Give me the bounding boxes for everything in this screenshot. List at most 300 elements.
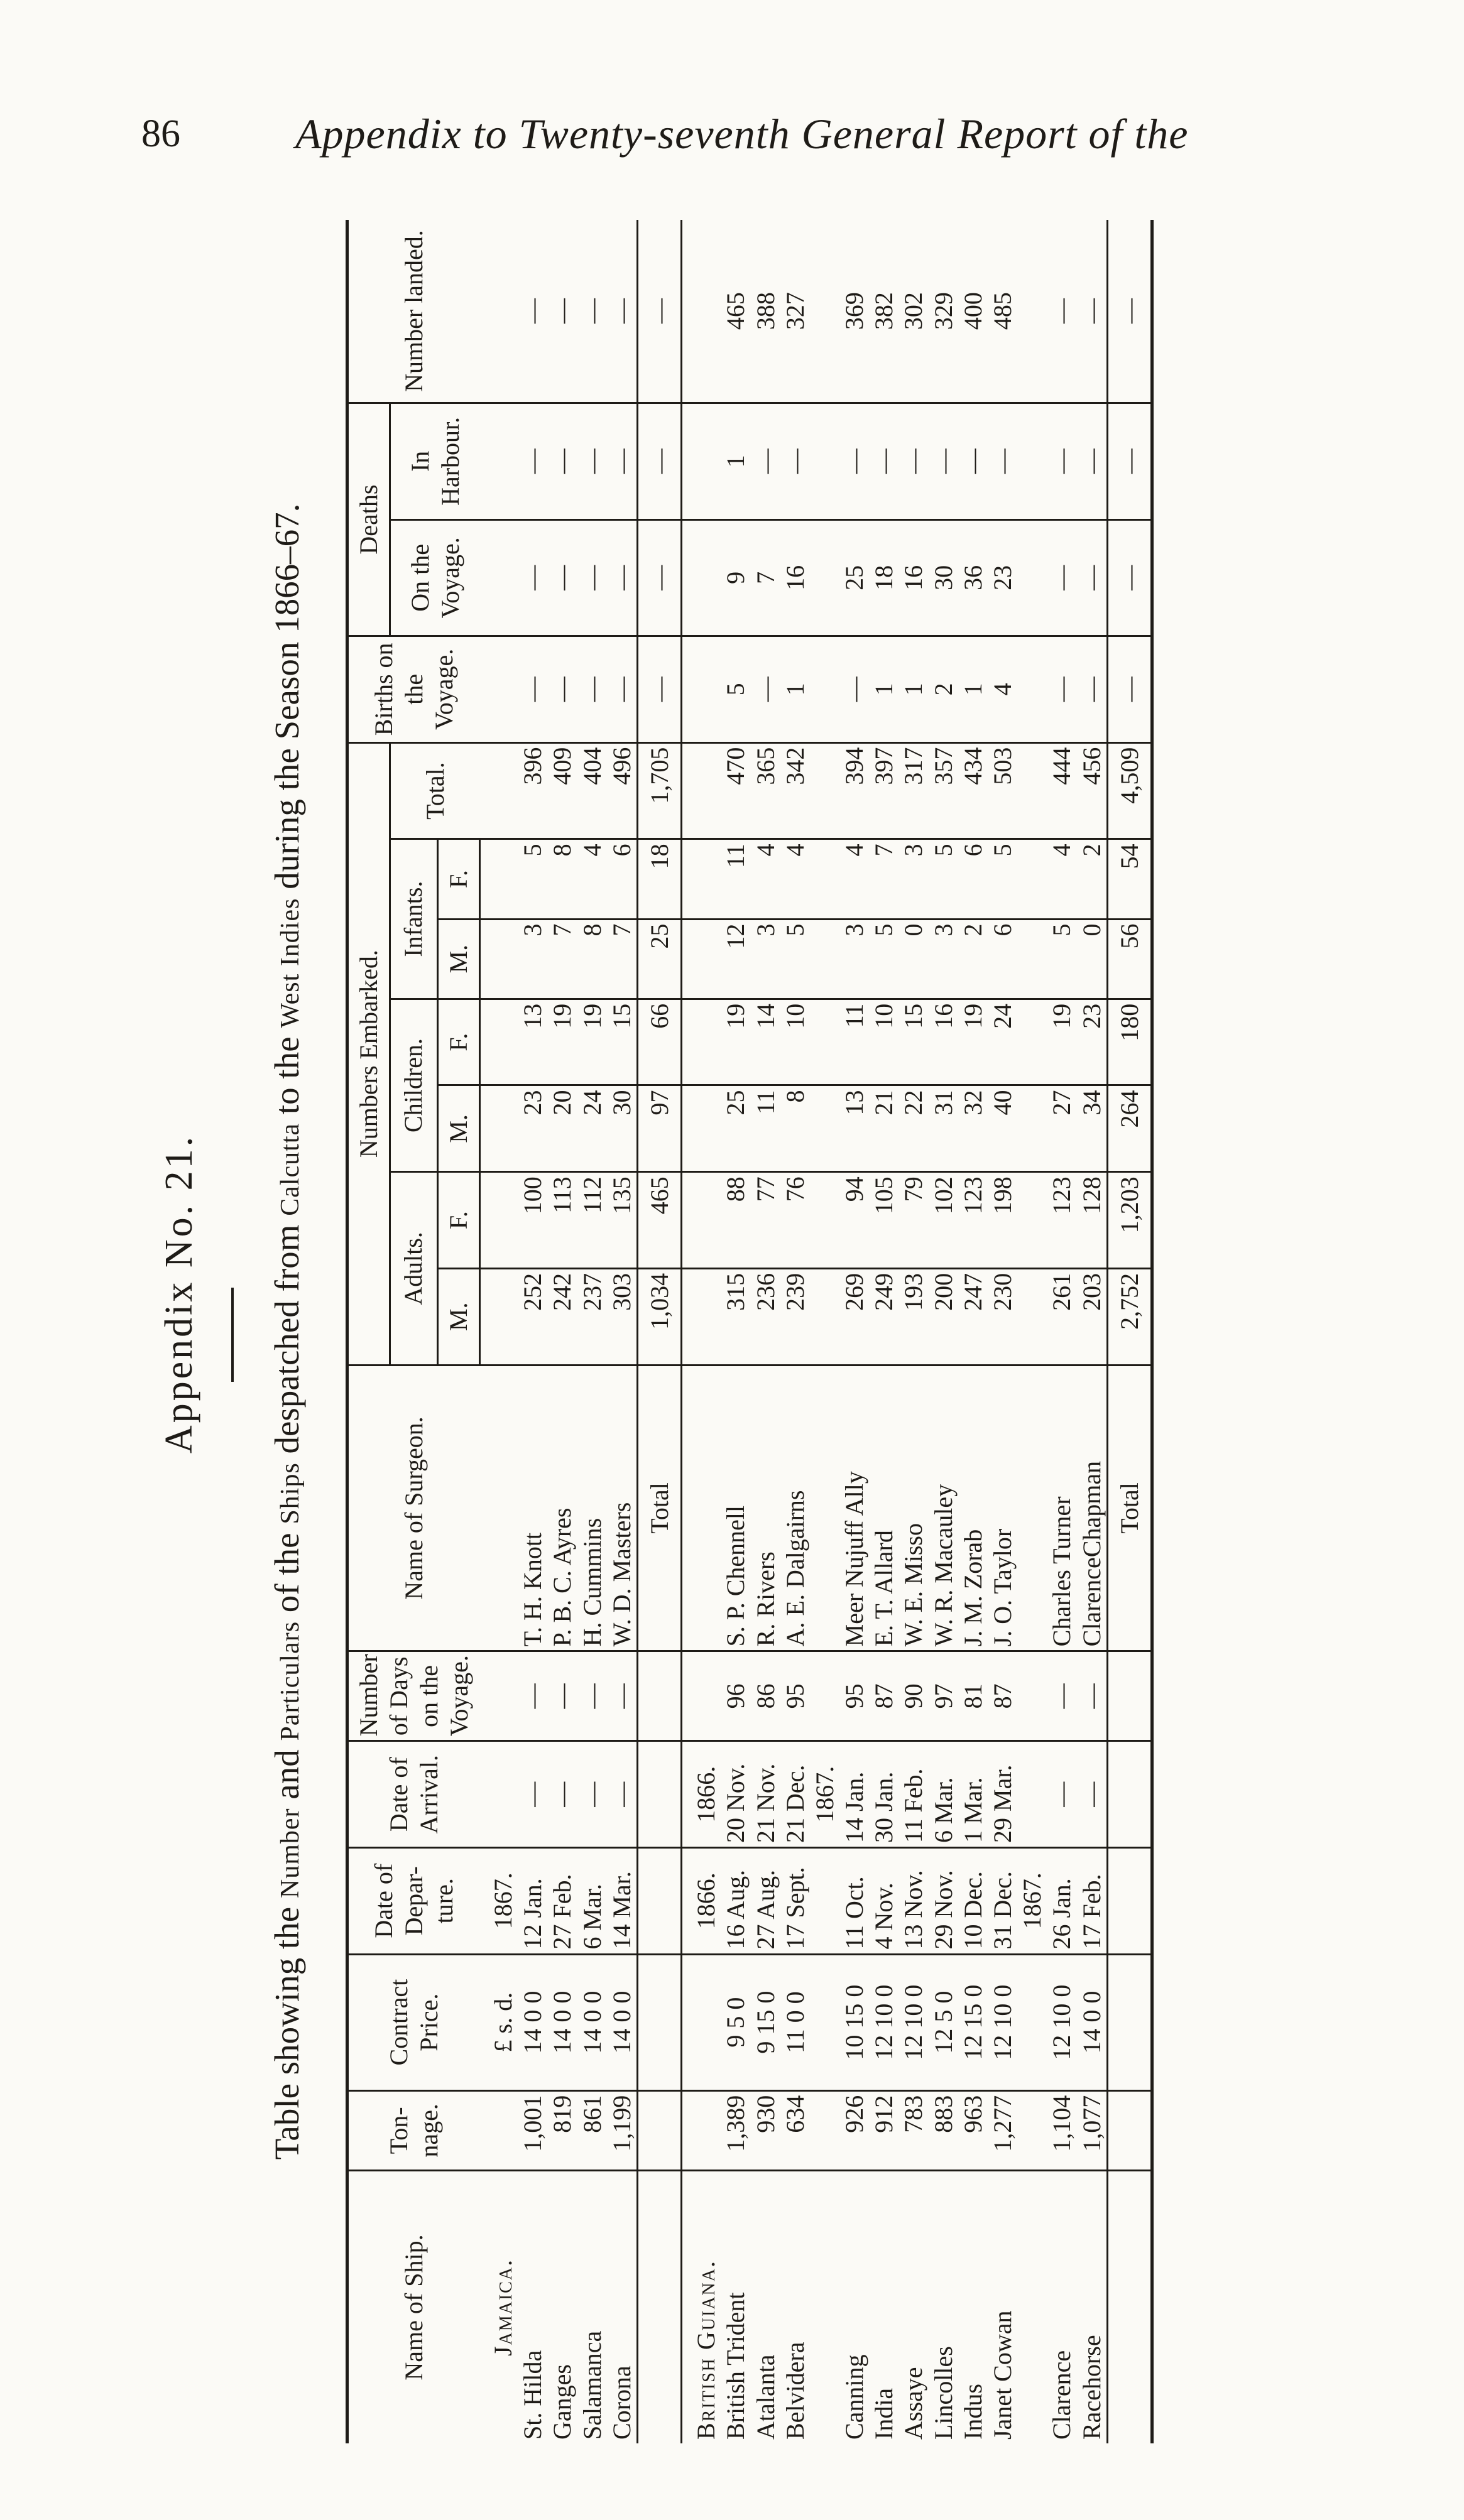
departure-year: 1867.: [1017, 1847, 1047, 1954]
departure-date: 13 Nov.: [899, 1847, 928, 1954]
total-children-f: 66: [637, 999, 681, 1085]
number-landed: 388: [751, 220, 780, 403]
infants-f: 4: [839, 839, 869, 919]
header-in-harbour: In Harbour.: [390, 403, 480, 519]
header-name-of-ship: Name of Ship.: [400, 2234, 428, 2381]
ship-name: Clarence: [1047, 2350, 1076, 2440]
births: —: [577, 636, 607, 743]
children-f: 11: [839, 999, 869, 1085]
number-landed: 465: [721, 220, 750, 403]
deaths-harbour: —: [1077, 403, 1108, 519]
deaths-harbour: —: [869, 403, 899, 519]
total-embarked: 404: [577, 742, 607, 839]
children-f: 13: [518, 999, 547, 1085]
total-embarked: 496: [607, 742, 638, 839]
number-landed: 400: [958, 220, 988, 403]
children-f: 10: [780, 999, 810, 1085]
total-row: [1107, 220, 1152, 2443]
rotated-table-section: [157, 214, 1414, 2450]
tonnage: 912: [869, 2090, 899, 2170]
table-row: [607, 220, 638, 2443]
total-embarked: 1,705: [637, 742, 681, 839]
arrival-date: —: [1047, 1741, 1076, 1848]
days-on-voyage: 97: [929, 1651, 958, 1741]
ship-name: Canning: [840, 2354, 869, 2440]
contract-price: 11 0 0: [780, 1954, 810, 2090]
surgeon-name: H. Cummins: [577, 1365, 607, 1651]
adults-m: 239: [780, 1268, 810, 1365]
header-infants-f: F.: [437, 839, 479, 919]
table-row: [751, 220, 780, 2443]
surgeon-name: Meer Nujuff Ally: [839, 1365, 869, 1651]
deaths-voyage: 36: [958, 519, 988, 636]
deaths-voyage: —: [577, 519, 607, 636]
departure-year: 1866.: [682, 1847, 721, 1954]
deaths-voyage: 16: [899, 519, 928, 636]
ship-name: India: [870, 2387, 899, 2440]
infants-f: 11: [721, 839, 750, 919]
ships-table: [346, 220, 1154, 2443]
adults-m: 230: [988, 1268, 1017, 1365]
total-embarked: 456: [1077, 742, 1108, 839]
header-infants: Infants.: [390, 839, 438, 999]
children-f: 16: [929, 999, 958, 1085]
table-title: [267, 214, 307, 2450]
table-row: [988, 220, 1017, 2443]
header-contract-price: Contract Price.: [347, 1954, 480, 2090]
adults-m: 203: [1077, 1268, 1108, 1365]
surgeon-name: A. E. Dalgairns: [780, 1365, 810, 1651]
infants-m: 3: [839, 919, 869, 999]
arrival-year: 1866.: [682, 1741, 721, 1848]
adults-f: 94: [839, 1172, 869, 1269]
surgeon-name: ClarenceChapman: [1077, 1365, 1108, 1651]
infants-m: 7: [547, 919, 577, 999]
colony-name: British Guiana.: [692, 2260, 721, 2440]
number-landed: —: [1077, 220, 1108, 403]
children-m: 30: [607, 1085, 638, 1172]
departure-date: 31 Dec.: [988, 1847, 1017, 1954]
adults-f: 76: [780, 1172, 810, 1269]
arrival-date: —: [607, 1741, 638, 1848]
children-f: 15: [607, 999, 638, 1085]
infants-f: 8: [547, 839, 577, 919]
number-landed: 302: [899, 220, 928, 403]
total-deaths-voyage: —: [637, 519, 681, 636]
children-f: 10: [869, 999, 899, 1085]
tonnage: 930: [751, 2090, 780, 2170]
infants-f: 6: [958, 839, 988, 919]
days-on-voyage: 81: [958, 1651, 988, 1741]
surgeon-name: W. R. Macauley: [929, 1365, 958, 1651]
tonnage: 1,104: [1047, 2090, 1076, 2170]
infants-m: 5: [780, 919, 810, 999]
title-particulars: Particulars: [276, 1621, 305, 1741]
total-embarked: 397: [869, 742, 899, 839]
total-infants-m: 56: [1107, 919, 1152, 999]
total-children-m: 264: [1107, 1085, 1152, 1172]
ship-name: Lincolles: [929, 2346, 958, 2440]
deaths-harbour: —: [1047, 403, 1076, 519]
number-landed: —: [518, 220, 547, 403]
infants-m: 0: [899, 919, 928, 999]
contract-price: 12 10 0: [899, 1954, 928, 2090]
adults-m: 261: [1047, 1268, 1076, 1365]
surgeon-name: S. P. Chennell: [721, 1365, 750, 1651]
total-infants-f: 54: [1107, 839, 1152, 919]
arrival-year: 1867.: [810, 1741, 839, 1848]
surgeon-name: J. O. Taylor: [988, 1365, 1017, 1651]
births: 2: [929, 636, 958, 743]
arrival-date: 14 Jan.: [839, 1741, 869, 1848]
total-births: —: [1107, 636, 1152, 743]
children-m: 25: [721, 1085, 750, 1172]
adults-f: 135: [607, 1172, 638, 1269]
births: —: [547, 636, 577, 743]
days-on-voyage: —: [1047, 1651, 1076, 1741]
tonnage: 883: [929, 2090, 958, 2170]
days-on-voyage: 95: [839, 1651, 869, 1741]
departure-date: 10 Dec.: [958, 1847, 988, 1954]
infants-f: 2: [1077, 839, 1108, 919]
contract-price: 12 15 0: [958, 1954, 988, 2090]
total-infants-m: 25: [637, 919, 681, 999]
arrival-date: —: [1077, 1741, 1108, 1848]
departure-year: 1867.: [479, 1847, 518, 1954]
adults-f: 77: [751, 1172, 780, 1269]
total-embarked: 503: [988, 742, 1017, 839]
departure-date: 16 Aug.: [721, 1847, 750, 1954]
surgeon-name: T. H. Knott: [518, 1365, 547, 1651]
days-on-voyage: 87: [869, 1651, 899, 1741]
children-m: 32: [958, 1085, 988, 1172]
contract-price: 14 0 0: [1077, 1954, 1108, 2090]
adults-m: 236: [751, 1268, 780, 1365]
deaths-harbour: —: [780, 403, 810, 519]
total-label: Total: [1107, 1365, 1152, 1651]
births: 4: [988, 636, 1017, 743]
contract-price: 12 10 0: [1047, 1954, 1076, 2090]
title-calcutta: Calcutta: [276, 1122, 305, 1216]
infants-f: 4: [577, 839, 607, 919]
infants-f: 5: [518, 839, 547, 919]
title-and: and: [268, 1749, 306, 1800]
total-embarked: 342: [780, 742, 810, 839]
births: 1: [780, 636, 810, 743]
infants-m: 3: [929, 919, 958, 999]
deaths-harbour: —: [929, 403, 958, 519]
contract-price: 12 10 0: [869, 1954, 899, 2090]
arrival-date: —: [547, 1741, 577, 1848]
adults-f: 123: [1047, 1172, 1076, 1269]
adults-f: 105: [869, 1172, 899, 1269]
running-head: Appendix to Twenty-seventh General Report of the: [295, 110, 1189, 158]
deaths-voyage: —: [1047, 519, 1076, 636]
deaths-harbour: —: [839, 403, 869, 519]
infants-f: 5: [988, 839, 1017, 919]
deaths-voyage: —: [607, 519, 638, 636]
arrival-date: 1 Mar.: [958, 1741, 988, 1848]
tonnage: 1,277: [988, 2090, 1017, 2170]
table-row: [958, 220, 988, 2443]
title-ships: Ships: [276, 1462, 305, 1524]
header-children: Children.: [390, 999, 438, 1172]
children-m: 27: [1047, 1085, 1076, 1172]
appendix-heading: Appendix No. 21.: [158, 1134, 200, 1454]
deaths-voyage: 7: [751, 519, 780, 636]
table-row: [899, 220, 928, 2443]
ship-name: Assaye: [899, 2367, 928, 2440]
arrival-date: —: [518, 1741, 547, 1848]
total-row: [637, 220, 681, 2443]
children-f: 15: [899, 999, 928, 1085]
children-m: 13: [839, 1085, 869, 1172]
surgeon-name: W. E. Misso: [899, 1365, 928, 1651]
births: —: [1047, 636, 1076, 743]
days-on-voyage: 86: [751, 1651, 780, 1741]
adults-m: 315: [721, 1268, 750, 1365]
infants-m: 8: [577, 919, 607, 999]
total-embarked: 434: [958, 742, 988, 839]
adults-m: 252: [518, 1268, 547, 1365]
header-infants-m: M.: [437, 919, 479, 999]
days-on-voyage: —: [577, 1651, 607, 1741]
children-f: 14: [751, 999, 780, 1085]
adults-m: 242: [547, 1268, 577, 1365]
departure-date: 14 Mar.: [607, 1847, 638, 1954]
header-children-m: M.: [437, 1085, 479, 1172]
ship-name: Belvidera: [780, 2342, 809, 2440]
total-adults-m: 2,752: [1107, 1268, 1152, 1365]
infants-m: 5: [1047, 919, 1076, 999]
infants-m: 3: [751, 919, 780, 999]
infants-m: 5: [869, 919, 899, 999]
ship-name: Salamanca: [577, 2330, 606, 2440]
ship-name: British Trident: [721, 2292, 750, 2440]
births: —: [1077, 636, 1108, 743]
births: —: [839, 636, 869, 743]
title-west-indies: West Indies: [276, 898, 305, 1028]
total-adults-f: 465: [637, 1172, 681, 1269]
children-m: 31: [929, 1085, 958, 1172]
adults-f: 198: [988, 1172, 1017, 1269]
contract-price: 14 0 0: [518, 1954, 547, 2090]
deaths-voyage: 16: [780, 519, 810, 636]
colony-name: Jamaica.: [489, 2258, 517, 2357]
children-m: 21: [869, 1085, 899, 1172]
header-adults-f: F.: [437, 1172, 479, 1269]
total-embarked: 365: [751, 742, 780, 839]
contract-price: 14 0 0: [607, 1954, 638, 2090]
infants-m: 0: [1077, 919, 1108, 999]
tonnage: 1,199: [607, 2090, 638, 2170]
ship-name: Corona: [607, 2365, 636, 2440]
infants-f: 3: [899, 839, 928, 919]
total-adults-f: 1,203: [1107, 1172, 1152, 1269]
births: 5: [721, 636, 750, 743]
adults-m: 200: [929, 1268, 958, 1365]
deaths-voyage: 23: [988, 519, 1017, 636]
number-landed: 369: [839, 220, 869, 403]
arrival-date: 11 Feb.: [899, 1741, 928, 1848]
heading-rule: [231, 1288, 234, 1382]
days-on-voyage: —: [518, 1651, 547, 1741]
header-tonnage: Ton-nage.: [347, 2090, 480, 2170]
tonnage: 783: [899, 2090, 928, 2170]
adults-m: 193: [899, 1268, 928, 1365]
deaths-voyage: —: [1077, 519, 1108, 636]
header-adults-m: M.: [437, 1268, 479, 1365]
header-children-f: F.: [437, 999, 479, 1085]
surgeon-name: J. M. Zorab: [958, 1365, 988, 1651]
arrival-date: —: [577, 1741, 607, 1848]
contract-price: 14 0 0: [577, 1954, 607, 2090]
contract-price: 12 10 0: [988, 1954, 1017, 2090]
header-surgeon: Name of Surgeon.: [347, 1365, 480, 1651]
children-m: 23: [518, 1085, 547, 1172]
adults-m: 247: [958, 1268, 988, 1365]
surgeon-name: Charles Turner: [1047, 1365, 1076, 1651]
infants-m: 7: [607, 919, 638, 999]
departure-date: 29 Nov.: [929, 1847, 958, 1954]
group-heading-row: [682, 220, 721, 2443]
tonnage: 1,077: [1077, 2090, 1108, 2170]
header-adults: Adults.: [390, 1172, 438, 1365]
tonnage: 634: [780, 2090, 810, 2170]
table-row: [1047, 220, 1076, 2443]
departure-date: 17 Sept.: [780, 1847, 810, 1954]
deaths-voyage: 18: [869, 519, 899, 636]
deaths-voyage: 25: [839, 519, 869, 636]
table-row: [839, 220, 869, 2443]
ship-name: Ganges: [548, 2364, 577, 2440]
deaths-voyage: —: [547, 519, 577, 636]
infants-m: 12: [721, 919, 750, 999]
total-embarked: 357: [929, 742, 958, 839]
departure-date: 11 Oct.: [839, 1847, 869, 1954]
table-row: [577, 220, 607, 2443]
departure-date: 12 Jan.: [518, 1847, 547, 1954]
header-days-voyage: Number of Days on the Voyage.: [347, 1651, 480, 1741]
adults-f: 123: [958, 1172, 988, 1269]
total-children-f: 180: [1107, 999, 1152, 1085]
tonnage: 819: [547, 2090, 577, 2170]
departure-date: 27 Aug.: [751, 1847, 780, 1954]
number-landed: 327: [780, 220, 810, 403]
total-landed: —: [637, 220, 681, 403]
adults-f: 100: [518, 1172, 547, 1269]
number-landed: —: [607, 220, 638, 403]
births: —: [751, 636, 780, 743]
adults-m: 269: [839, 1268, 869, 1365]
arrival-date: 6 Mar.: [929, 1741, 958, 1848]
adults-m: 303: [607, 1268, 638, 1365]
children-m: 11: [751, 1085, 780, 1172]
adults-m: 237: [577, 1268, 607, 1365]
total-infants-f: 18: [637, 839, 681, 919]
total-deaths-voyage: —: [1107, 519, 1152, 636]
departure-date: 26 Jan.: [1047, 1847, 1076, 1954]
infants-m: 3: [518, 919, 547, 999]
deaths-voyage: 9: [721, 519, 750, 636]
adults-f: 112: [577, 1172, 607, 1269]
ship-name: Atalanta: [751, 2354, 780, 2440]
departure-date: 17 Feb.: [1077, 1847, 1108, 1954]
departure-date: 27 Feb.: [547, 1847, 577, 1954]
ship-name: Racehorse: [1077, 2335, 1106, 2440]
arrival-date: 30 Jan.: [869, 1741, 899, 1848]
births: 1: [958, 636, 988, 743]
header-date-departure: Date of Depar-ture.: [347, 1847, 480, 1954]
contract-price: 9 15 0: [751, 1954, 780, 2090]
births: —: [518, 636, 547, 743]
table-row: [780, 220, 810, 2443]
title-mid2: despatched from: [268, 1224, 306, 1454]
departure-date: 4 Nov.: [869, 1847, 899, 1954]
adults-f: 79: [899, 1172, 928, 1269]
births: 1: [869, 636, 899, 743]
infants-f: 4: [751, 839, 780, 919]
days-on-voyage: —: [547, 1651, 577, 1741]
births: —: [607, 636, 638, 743]
ship-name: Indus: [958, 2384, 987, 2440]
deaths-harbour: —: [518, 403, 547, 519]
tonnage: 861: [577, 2090, 607, 2170]
infants-m: 2: [958, 919, 988, 999]
page-number: 86: [141, 112, 180, 155]
deaths-harbour: 1: [721, 403, 750, 519]
table-row: [869, 220, 899, 2443]
arrival-date: 29 Mar.: [988, 1741, 1017, 1848]
ship-name: St. Hilda: [518, 2350, 547, 2440]
infants-f: 6: [607, 839, 638, 919]
departure-date: 6 Mar.: [577, 1847, 607, 1954]
arrival-date: 21 Dec.: [780, 1741, 810, 1848]
deaths-voyage: 30: [929, 519, 958, 636]
number-landed: —: [1047, 220, 1076, 403]
title-to: to the: [268, 1036, 306, 1115]
year-row: [1017, 220, 1047, 2443]
header-total: Total.: [390, 742, 480, 839]
children-f: 19: [577, 999, 607, 1085]
children-m: 22: [899, 1085, 928, 1172]
contract-price: 9 5 0: [721, 1954, 750, 2090]
arrival-date: 20 Nov.: [721, 1741, 750, 1848]
total-embarked: 317: [899, 742, 928, 839]
contract-price: 10 15 0: [839, 1954, 869, 2090]
number-landed: 382: [869, 220, 899, 403]
number-landed: 485: [988, 220, 1017, 403]
infants-m: 6: [988, 919, 1017, 999]
deaths-harbour: —: [958, 403, 988, 519]
adults-f: 128: [1077, 1172, 1108, 1269]
children-f: 19: [1047, 999, 1076, 1085]
surgeon-name: P. B. C. Ayres: [547, 1365, 577, 1651]
children-f: 23: [1077, 999, 1108, 1085]
adults-m: 249: [869, 1268, 899, 1365]
total-births: —: [637, 636, 681, 743]
days-on-voyage: —: [1077, 1651, 1108, 1741]
table-row: [929, 220, 958, 2443]
children-m: 20: [547, 1085, 577, 1172]
table-row: [721, 220, 750, 2443]
header-numbers-embarked: Numbers Embarked.: [347, 742, 390, 1365]
surgeon-name: E. T. Allard: [869, 1365, 899, 1651]
money-units: £ s. d.: [479, 1954, 518, 2090]
year-row: [810, 220, 839, 2443]
days-on-voyage: —: [607, 1651, 638, 1741]
number-landed: 329: [929, 220, 958, 403]
